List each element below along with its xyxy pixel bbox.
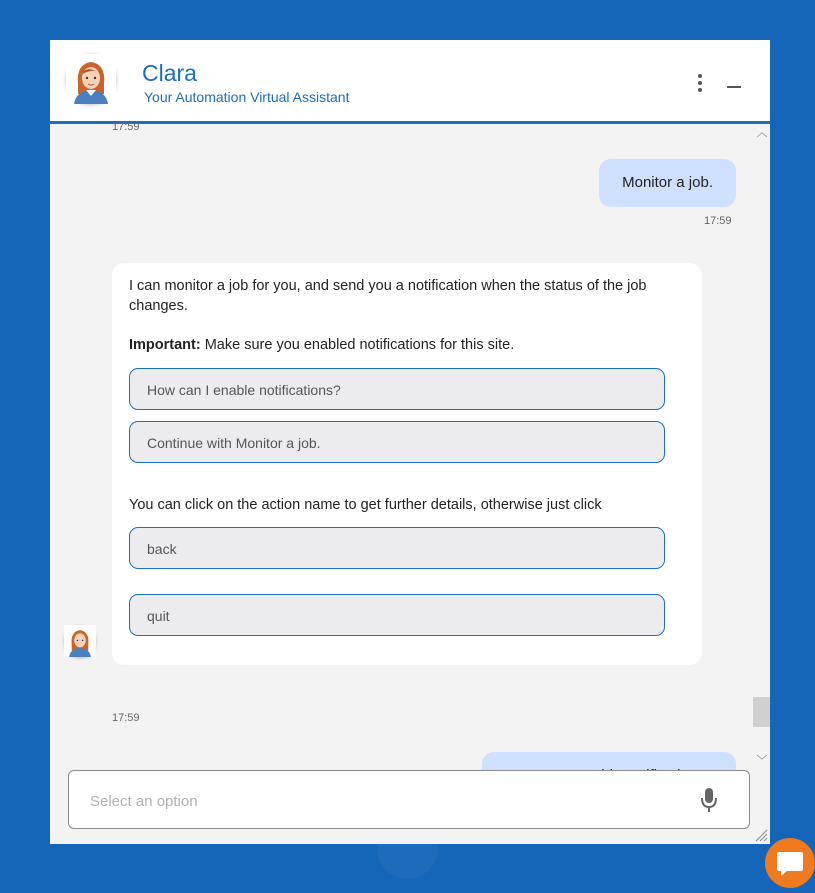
scroll-down-icon[interactable]: ﹀ bbox=[756, 755, 768, 767]
message-time: 17:59 bbox=[112, 121, 140, 133]
user-message: Monitor a job. bbox=[599, 159, 736, 207]
minimize-button[interactable] bbox=[724, 76, 746, 94]
bot-message bbox=[112, 263, 702, 665]
assistant-avatar bbox=[66, 54, 116, 104]
chat-bubble-icon bbox=[765, 838, 815, 888]
scrollbar[interactable] bbox=[753, 124, 770, 767]
bot-avatar bbox=[64, 625, 96, 657]
bot-intro-text: I can monitor a job for you, and send you a notification when the status of the job changes. bbox=[129, 278, 647, 314]
scroll-up-icon[interactable]: ︿ bbox=[756, 127, 768, 139]
minimize-icon bbox=[727, 86, 741, 88]
message-list[interactable] bbox=[50, 121, 770, 767]
bot-important-text bbox=[129, 335, 669, 355]
important-message: Make sure you enabled notifications for this site. bbox=[204, 337, 515, 353]
more-vertical-icon bbox=[698, 74, 702, 78]
message-input-container bbox=[68, 770, 750, 829]
message-time: 17:59 bbox=[112, 712, 140, 724]
chat-widget bbox=[50, 40, 770, 844]
back-button[interactable]: back bbox=[129, 527, 665, 569]
chat-launcher-button[interactable] bbox=[765, 838, 815, 888]
microphone-icon[interactable] bbox=[699, 786, 719, 814]
important-label: Important: bbox=[129, 337, 201, 353]
scrollbar-thumb[interactable] bbox=[753, 697, 770, 727]
chat-header bbox=[50, 40, 770, 124]
message-time: 17:59 bbox=[704, 215, 732, 227]
message-input[interactable] bbox=[88, 789, 652, 813]
quit-button[interactable]: quit bbox=[129, 594, 665, 636]
assistant-name: Clara bbox=[142, 60, 197, 86]
assistant-subtitle: Your Automation Virtual Assistant bbox=[144, 89, 350, 105]
more-options-button[interactable] bbox=[690, 74, 710, 98]
option-continue-monitor-button[interactable]: Continue with Monitor a job. bbox=[129, 421, 665, 463]
bot-action-prompt: You can click on the action name to get further details, otherwise just click bbox=[129, 497, 602, 513]
option-enable-notifications-button[interactable]: How can I enable notifications? bbox=[129, 368, 665, 410]
